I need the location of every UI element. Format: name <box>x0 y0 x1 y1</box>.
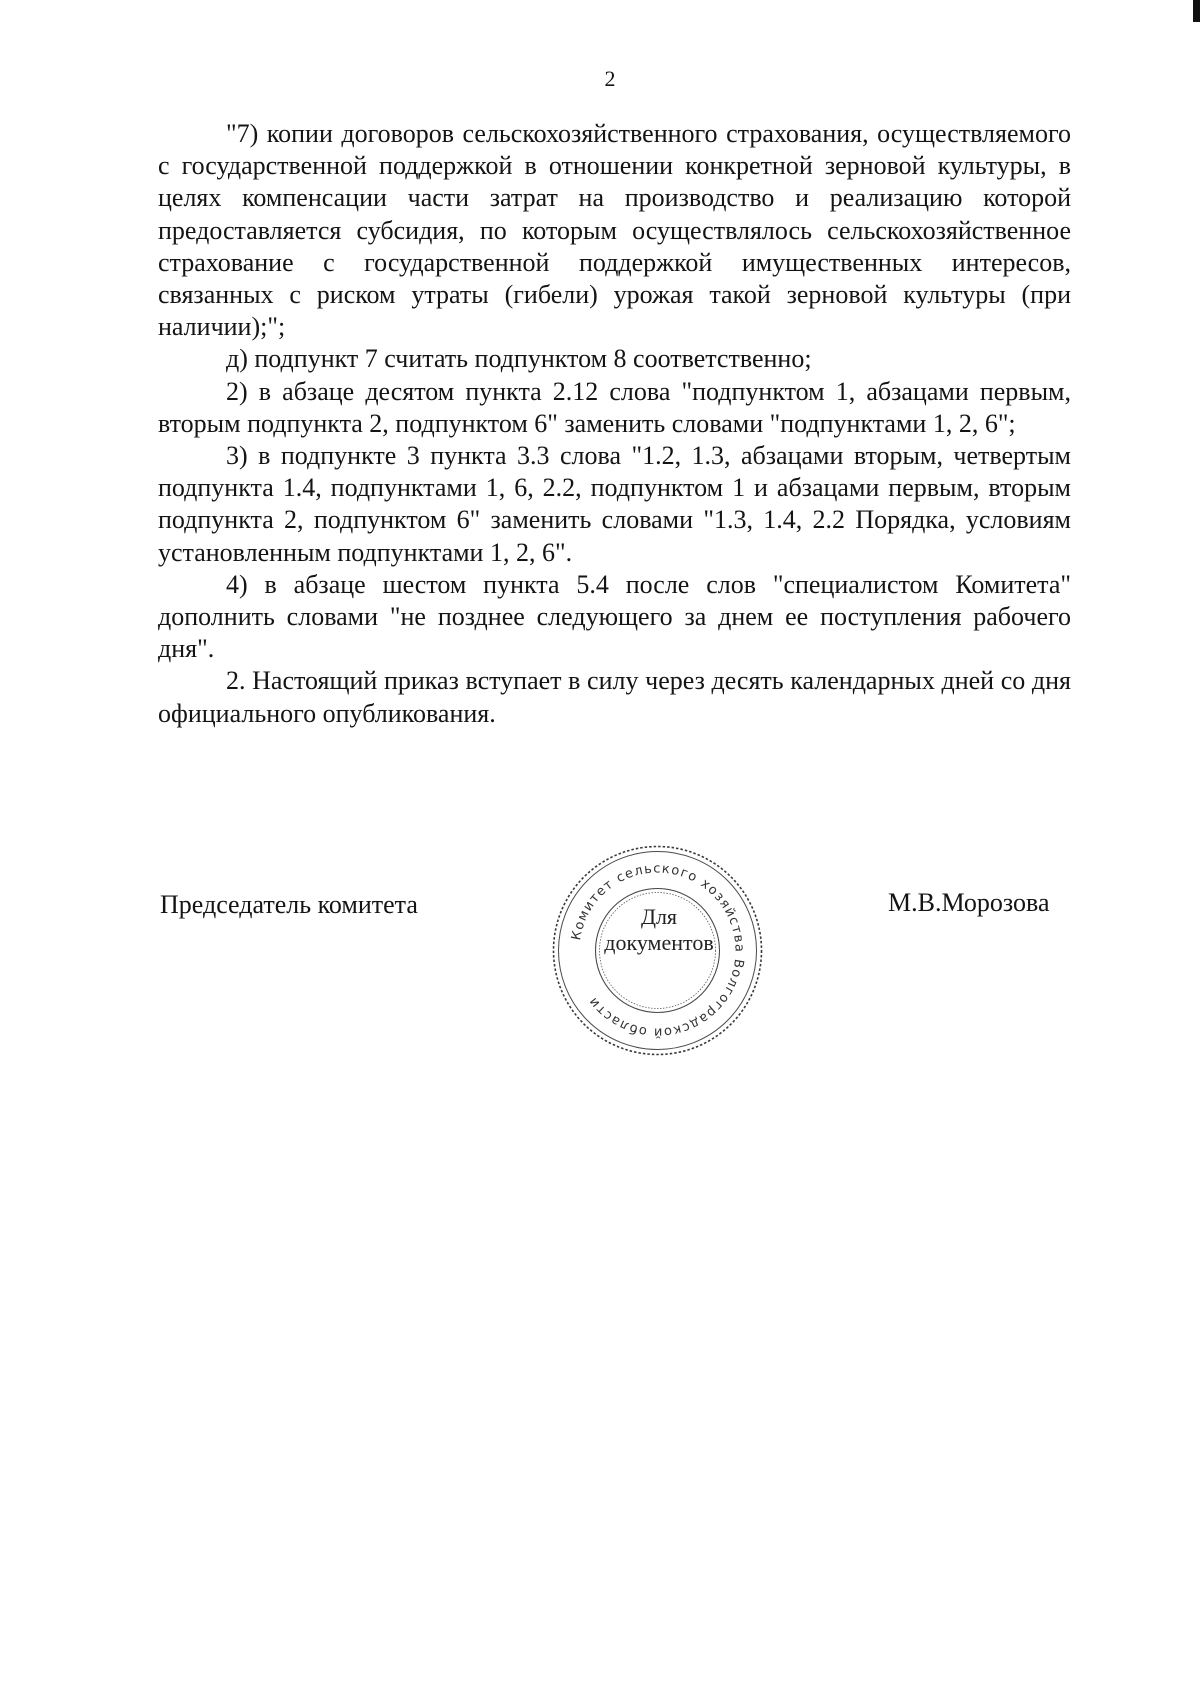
paragraph-amendment-2: 2) в абзаце десятом пункта 2.12 слова "подпунктом 1, абзацами первым, вторым подпункта 2, подпунктом 6" заменить словами "подпунктами 1, 2, 6"; <box>158 376 1071 438</box>
stamp-center-line-1: Для <box>640 904 678 929</box>
paragraph-entry-into-force: 2. Настоящий приказ вступает в силу через десять календарных дней со дня официального опубликования. <box>158 666 1071 728</box>
stamp-center-text <box>574 904 744 956</box>
paragraph-renumber-item: д) подпункт 7 считать подпунктом 8 соответственно; <box>226 344 812 374</box>
page-number: 2 <box>604 66 616 91</box>
signer-title: Председатель комитета <box>160 890 418 919</box>
paragraph-amendment-3: 3) в подпункте 3 пункта 3.3 слова "1.2, 1.3, абзацами вторым, четвертым подпункта 1.4, подпунктами 1, 6, 2.2, подпунктом 1 и абзацами первым, вторым подпункта 2, подпунктом 6" заменить словами "1.3, 1.4, 2.2 Порядка, условиям установленным подпунктами 1, 2, 6". <box>158 441 1071 567</box>
stamp-ring-text: Комитет сельского хозяйства Волгоградской области <box>569 861 747 1040</box>
paragraph-insert-item-7: "7) копии договоров сельскохозяйственного страхования, осуществляемого с государственной поддержкой в отношении конкретной зерновой культуры, в целях компенсации части затрат на производство и реализацию которой предоставляется субсидия, по которым осуществлялось сельскохозяйственное страхование с государственной поддержкой имущественных интересов, связанных с риском утраты (гибели) урожая такой зерновой культуры (при наличии);"; <box>158 119 1071 342</box>
signer-name: М.В.Морозова <box>888 888 1050 917</box>
stamp-center-line-2: документов <box>604 930 714 955</box>
paragraph-amendment-4: 4) в абзаце шестом пункта 5.4 после слов "специалистом Комитета" дополнить словами "не позднее следующего за днем ее поступления рабочего дня". <box>158 569 1071 664</box>
